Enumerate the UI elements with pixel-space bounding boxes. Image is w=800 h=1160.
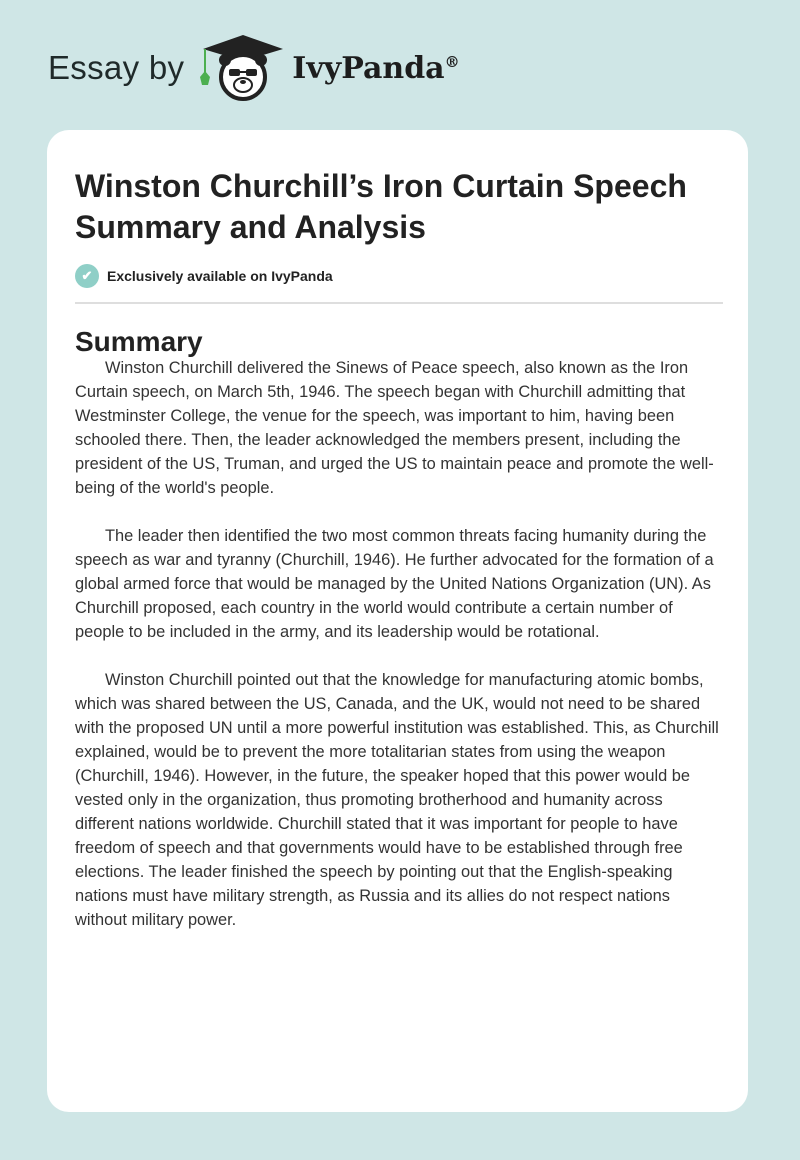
ivypanda-logo[interactable] bbox=[48, 36, 460, 100]
badge-label: Exclusively available on IvyPanda bbox=[107, 268, 333, 284]
exclusive-badge bbox=[75, 264, 333, 288]
page-title: Winston Churchill’s Iron Curtain Speech Summary and Analysis bbox=[75, 168, 687, 245]
paragraph: Winston Churchill delivered the Sinews of Peace speech, also known as the Iron Curtain speech, on March 5th, 1946. The speech began with Churchill admitting that Westminster College, the venue for the speech, was important to him, having been schooled there. Then, the leader acknowledged the members present, including the president of the US, Truman, and urged the US to maintain peace and promote the well-being of the world's people. bbox=[75, 359, 714, 497]
essay-by-label: Essay by bbox=[48, 49, 185, 86]
panda-mascot-icon bbox=[198, 33, 288, 103]
essay-card bbox=[47, 130, 748, 1112]
check-icon: ✔ bbox=[75, 264, 99, 288]
paragraph: Winston Churchill pointed out that the knowledge for manufacturing atomic bombs, which was shared between the US, Canada, and the UK, would not need to be shared with the proposed UN until a more powerful institution was established. This, as Churchill explained, would be to prevent the more totalitarian states from using the weapon (Churchill, 1946). However, in the future, the speaker hoped that this power would be vested only in the organization, thus promoting brotherhood and humanity across different nations worldwide. Churchill stated that it was important for people to have freedom of speech and that governments would have to be established through free elections. The leader finished the speech by pointing out that the English-speaking nations must have military strength, as Russia and its allies do not respect nations without military power. bbox=[75, 671, 719, 929]
divider bbox=[75, 302, 723, 304]
brand-name: IvyPanda® bbox=[292, 50, 460, 86]
paragraph: The leader then identified the two most common threats facing humanity during the speech as war and tyranny (Churchill, 1946). He further advocated for the formation of a global armed force that would be managed by the United Nations Organization (UN). As Churchill proposed, each country in the world would contribute a certain number of people to be included in the army, and its leadership would be rotational. bbox=[75, 527, 714, 641]
section-heading: Summary bbox=[75, 326, 203, 357]
article-body bbox=[75, 356, 725, 956]
